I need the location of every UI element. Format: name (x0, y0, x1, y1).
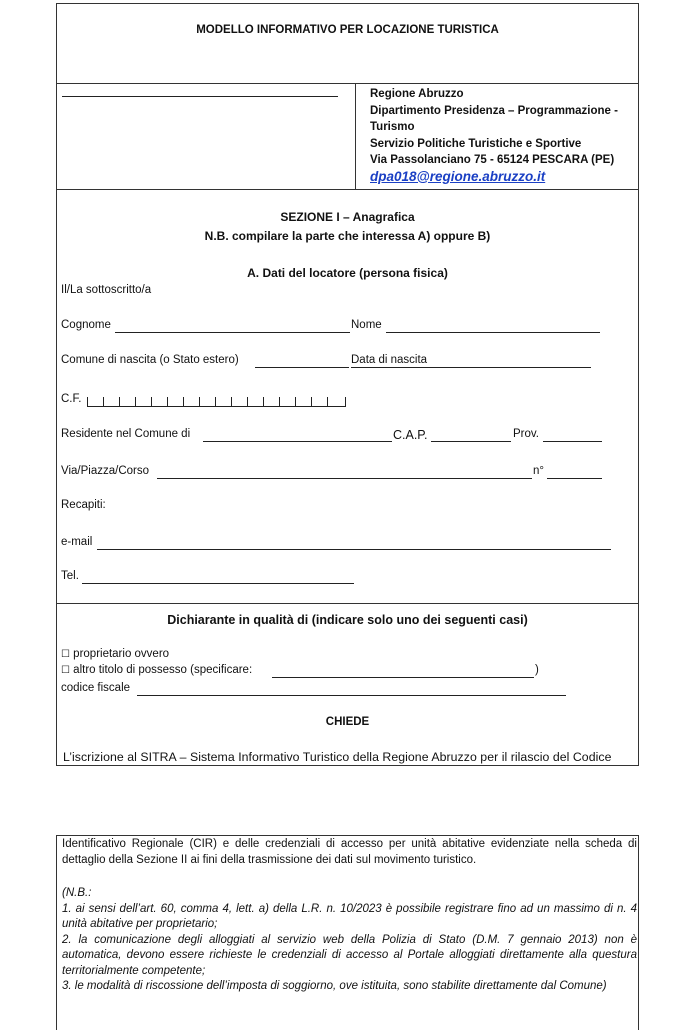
name-field[interactable] (386, 332, 600, 333)
option-other-close: ) (535, 664, 539, 676)
surname-label: Cognome (61, 319, 111, 331)
email-label: e-mail (61, 536, 93, 548)
note-item: 3. le modalità di riscossione dell’imposta di soggiorno, ove istituita, sono stabilite direttamente dal Comune) (62, 980, 607, 992)
request-text: L’iscrizione al SITRA – Sistema Informativo Turistico della Regione Abruzzo per il rilascio del Codice (63, 750, 612, 764)
divider (355, 83, 356, 189)
name-label: Nome (351, 319, 382, 331)
declarant-title: Dichiarante in qualità di (indicare solo uno dei seguenti casi) (167, 613, 528, 627)
cap-field[interactable] (431, 441, 511, 442)
recipient-email-link[interactable]: dpa018@regione.abruzzo.it (370, 168, 546, 184)
checkbox-icon[interactable]: ☐ (61, 649, 70, 660)
street-label: Via/Piazza/Corso (61, 465, 149, 477)
recipient-line: Via Passolanciano 75 - 65124 PESCARA (PE) (370, 154, 615, 166)
tax-code-box-tick (87, 397, 89, 406)
tax-code-box-tick (231, 397, 233, 406)
street-number-field[interactable] (547, 478, 602, 479)
tel-label: Tel. (61, 570, 79, 582)
cap-label: C.A.P. (393, 428, 428, 442)
continuation-text: Identificativo Regionale (CIR) e delle credenziali di accesso per unità abitative evidenziate nella scheda di dettaglio della Sezione II ai fini della trasmissione dei dati sul movimento turistico. (62, 838, 637, 866)
tax-code-box-tick (103, 397, 105, 406)
birth-date-field[interactable] (351, 367, 591, 368)
section-title: SEZIONE I – Anagrafica (280, 210, 415, 224)
undersigned-label: Il/La sottoscritto/a (61, 284, 152, 296)
request-title: CHIEDE (325, 716, 370, 728)
checkbox-icon[interactable]: ☐ (61, 665, 70, 676)
street-field[interactable] (157, 478, 532, 479)
street-number-label: n° (533, 465, 544, 477)
prov-field[interactable] (543, 441, 602, 442)
divider (56, 83, 639, 84)
option-other-label: altro titolo di possesso (specificare: (73, 664, 253, 676)
residence-label: Residente nel Comune di (61, 428, 191, 440)
divider (56, 603, 639, 604)
recipient-line: Servizio Politiche Turistiche e Sportive (370, 137, 582, 150)
section-note: N.B. compilare la parte che interessa A) oppure B) (204, 229, 491, 243)
surname-field[interactable] (115, 332, 350, 333)
recipient-line: Regione Abruzzo (370, 88, 464, 100)
birth-place-label: Comune di nascita (o Stato estero) (61, 354, 239, 366)
notes-open: (N.B.: (62, 887, 92, 899)
place-date-line[interactable] (62, 96, 338, 97)
tax-code-box-tick (295, 397, 297, 406)
tax-code-boxes[interactable] (87, 397, 347, 407)
page-gap (0, 767, 692, 835)
notes-block (62, 886, 637, 995)
tax-code-label: C.F. (61, 393, 82, 405)
email-field[interactable] (97, 549, 611, 550)
note-item: 2. la comunicazione degli alloggiati al servizio web della Polizia di Stato (D.M. 7 gennaio 2013) non è automatica, devono essere richieste le credenziali di accesso al Portale alloggiati direttamente alla questura territorialmente competente; (62, 933, 637, 977)
tax-code-baseline (87, 406, 346, 407)
form-title: MODELLO INFORMATIVO PER LOCAZIONE TURISTICA (196, 24, 499, 36)
tax-code-box-tick (151, 397, 153, 406)
tax-code-box-tick (199, 397, 201, 406)
tax-code-box-tick (183, 397, 185, 406)
option-owner[interactable] (61, 648, 169, 660)
tax-code-box-tick (167, 397, 169, 406)
section-subtitle: A. Dati del locatore (persona fisica) (247, 266, 448, 280)
tax-code-box-tick (327, 397, 329, 406)
birth-place-field[interactable] (255, 367, 349, 368)
tax-code-2-field[interactable] (137, 695, 566, 696)
option-other-title[interactable] (61, 664, 252, 676)
note-item: 1. ai sensi dell’art. 60, comma 4, lett. a) della L.R. n. 10/2023 è possibile registrare fino ad un massimo di n. 4 unità abitative per proprietario; (62, 902, 637, 930)
option-owner-label: proprietario ovvero (73, 648, 170, 660)
tax-code-2-label: codice fiscale (61, 682, 131, 694)
tax-code-box-tick (263, 397, 265, 406)
tax-code-box-tick (135, 397, 137, 406)
tax-code-box-tick (311, 397, 313, 406)
tax-code-box-tick (119, 397, 121, 406)
tel-field[interactable] (82, 583, 354, 584)
birth-date-label: Data di nascita (351, 354, 428, 366)
residence-field[interactable] (203, 441, 392, 442)
tax-code-box-tick (215, 397, 217, 406)
tax-code-box-tick (345, 397, 347, 406)
contacts-label: Recapiti: (61, 499, 106, 511)
recipient-line: Dipartimento Presidenza – Programmazione - Turismo (370, 104, 618, 133)
divider (56, 189, 639, 190)
tax-code-box-tick (247, 397, 249, 406)
other-title-field[interactable] (272, 677, 534, 678)
tax-code-box-tick (279, 397, 281, 406)
prov-label: Prov. (513, 428, 539, 440)
recipient-address (370, 86, 636, 184)
